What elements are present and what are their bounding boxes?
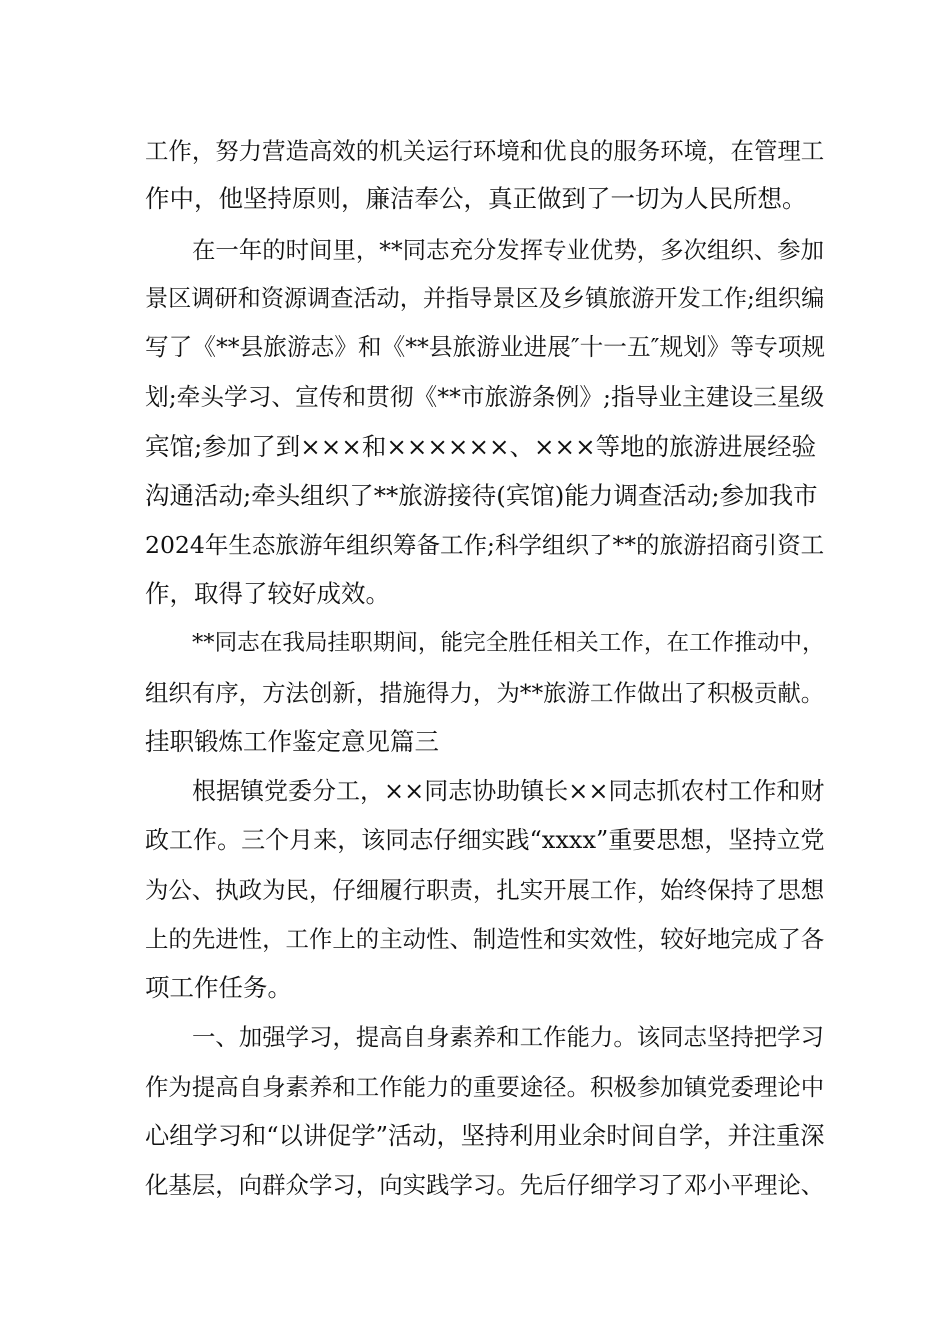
text-line: 在一年的时间里，**同志充分发挥专业优势，多次组织、参加	[192, 236, 824, 264]
text-line: 一、加强学习，提高自身素养和工作能力。该同志坚持把学习	[192, 1023, 824, 1051]
text-line: 划;牵头学习、宣传和贯彻《**市旅游条例》;指导业主建设三星级	[145, 383, 825, 411]
text-line: 作中，他坚持原则，廉洁奉公，真正做到了一切为人民所想。	[145, 184, 807, 213]
section-heading: 挂职锻炼工作鉴定意见篇三	[145, 727, 439, 756]
text-line: 根据镇党委分工，××同志协助镇长××同志抓农村工作和财	[192, 777, 825, 805]
text-line: 景区调研和资源调查活动，并指导景区及乡镇旅游开发工作;组织编	[145, 285, 825, 312]
text-line: 项工作任务。	[145, 973, 292, 1002]
text-line: 组织有序，方法创新，措施得力，为**旅游工作做出了积极贡献。	[145, 679, 825, 707]
text-line: 政工作。三个月来，该同志仔细实践“xxxx”重要思想，坚持立党	[145, 826, 825, 854]
text-line: 写了《**县旅游志》和《**县旅游业进展″十一五″规划》等专项规	[145, 333, 826, 361]
text-line: 为公、执政为民，仔细履行职责，扎实开展工作，始终保持了思想	[145, 876, 825, 904]
text-line: 宾馆;参加了到×××和××××××、×××等地的旅游进展经验	[145, 432, 817, 461]
text-line: 工作，努力营造高效的机关运行环境和优良的服务环境，在管理工	[145, 137, 825, 165]
text-line: 化基层，向群众学习，向实践学习。先后仔细学习了邓小平理论、	[145, 1171, 825, 1199]
text-line: 上的先进性，工作上的主动性、制造性和实效性，较好地完成了各	[145, 925, 825, 953]
text-line: 心组学习和“以讲促学”活动，坚持利用业余时间自学，并注重深	[145, 1121, 825, 1150]
text-line: **同志在我局挂职期间，能完全胜任相关工作，在工作推动中，	[192, 630, 825, 656]
text-line: 作为提高自身素养和工作能力的重要途径。积极参加镇党委理论中	[145, 1073, 825, 1101]
text-line: 作，取得了较好成效。	[145, 579, 390, 608]
text-line: 沟通活动;牵头组织了**旅游接待(宾馆)能力调查活动;参加我市	[145, 481, 818, 510]
text-line: 2024年生态旅游年组织筹备工作;科学组织了**的旅游招商引资工	[145, 531, 825, 559]
